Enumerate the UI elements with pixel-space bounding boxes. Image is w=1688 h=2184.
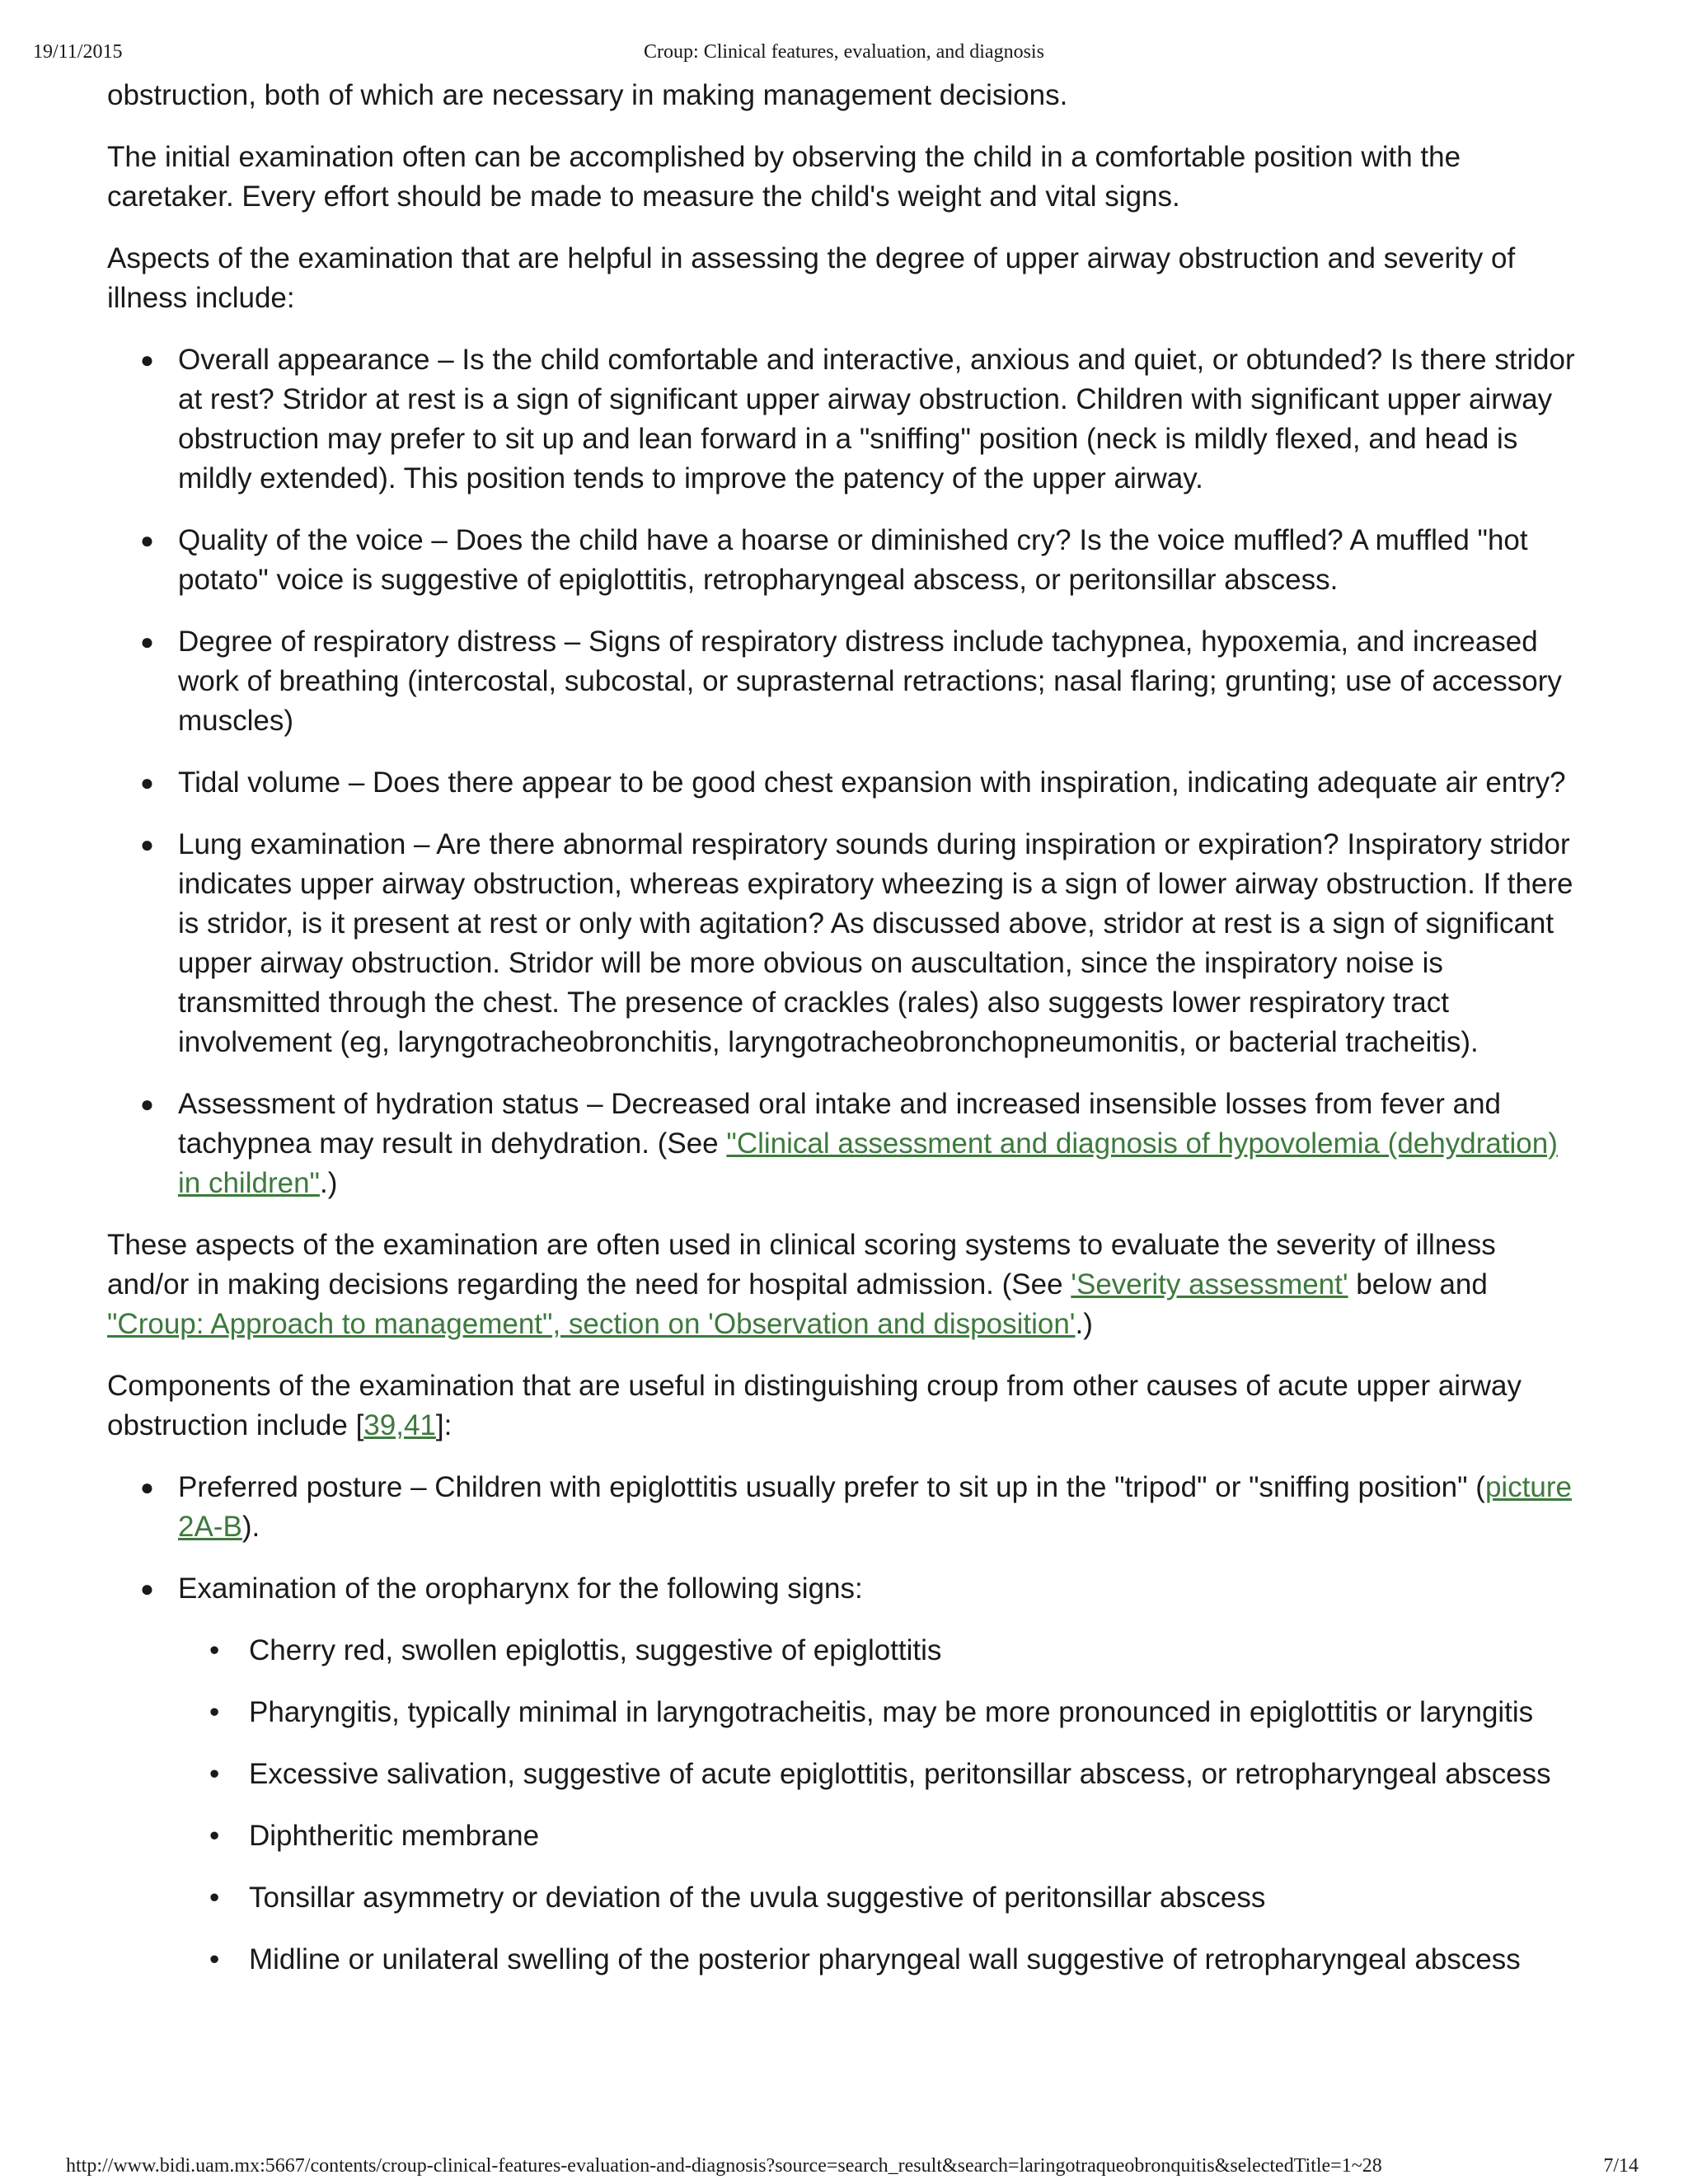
sub-list-item: • Diphtheritic membrane	[107, 1816, 1582, 1856]
hypovolemia-link[interactable]: "Clinical assessment and diagnosis of hypovolemia (dehydration) in children"	[178, 1127, 1558, 1199]
print-footer	[33, 2155, 1655, 2182]
list-item-text: .)	[319, 1167, 338, 1199]
list-item: ● Degree of respiratory distress – Signs of respiratory distress include tachypnea, hypoxemia, and increased work of breathing (intercostal, subcostal, or suprasternal retractions; nasal flaring; grunting; use of accessory muscles)	[107, 622, 1582, 741]
croup-management-link[interactable]: "Croup: Approach to management", section on 'Observation and disposition'	[107, 1308, 1076, 1340]
list-item-text: Examination of the oropharynx for the following signs:	[178, 1572, 863, 1605]
paragraph-text: These aspects of the examination are often used in clinical scoring systems to evaluate the severity of illness and/or in making decisions regarding the need for hospital admission. (See	[107, 1229, 1496, 1301]
list-item-text: Preferred posture – Children with epiglottitis usually prefer to sit up in the "tripod" or "sniffing position" (	[178, 1471, 1485, 1503]
print-date: 19/11/2015	[33, 41, 123, 63]
paragraph-text: Components of the examination that are useful in distinguishing croup from other causes of acute upper airway obstruction include [	[107, 1370, 1522, 1441]
sub-list-item: • Tonsillar asymmetry or deviation of the uvula suggestive of peritonsillar abscess	[107, 1878, 1582, 1918]
list-item	[107, 1468, 1582, 1547]
page-number: 7/14	[1603, 2155, 1639, 2177]
paragraph-text: below and	[1348, 1268, 1488, 1301]
list-item: ● Lung examination – Are there abnormal respiratory sounds during inspiration or expiration? Inspiratory stridor indicates upper airway obstruction, whereas expiratory wheezing is a sign of lower airway obstruction. If there is stridor, is it present at rest or only with agitation? As discussed above, stridor at rest is a sign of significant upper airway obstruction. Stridor will be more obvious on auscultation, since the inspiratory noise is transmitted through the chest. The presence of crackles (rales) also suggests lower respiratory tract involvement (eg, laryngotracheobronchitis, laryngotracheobronchopneumonitis, or bacterial tracheitis).	[107, 825, 1582, 1062]
list-item: ● Overall appearance – Is the child comfortable and interactive, anxious and quiet, or obtunded? Is there stridor at rest? Stridor at rest is a sign of significant upper airway obstruction. Children with significant upper airway obstruction may prefer to sit up and lean forward in a "sniffing" position (neck is mildly flexed, and head is mildly extended). This position tends to improve the patency of the upper airway.	[107, 340, 1582, 499]
list-item-text: ).	[241, 1511, 260, 1543]
article-body	[107, 76, 1582, 2002]
list-item: ● Quality of the voice – Does the child have a hoarse or diminished cry? Is the voice muffled? A muffled "hot potato" voice is suggestive of epiglottitis, retropharyngeal abscess, or peritonsillar abscess.	[107, 521, 1582, 600]
severity-aspects-list	[107, 340, 1582, 1203]
sub-list-item: • Pharyngitis, typically minimal in laryngotracheitis, may be more pronounced in epiglottitis or laryngitis	[107, 1693, 1582, 1732]
distinguishing-components-list	[107, 1468, 1582, 1980]
paragraph	[107, 1366, 1582, 1446]
picture-link[interactable]: picture 2A-B	[178, 1471, 1573, 1543]
list-item: ● Tidal volume – Does there appear to be good chest expansion with inspiration, indicating adequate air entry?	[107, 763, 1582, 803]
sub-list-item: • Midline or unilateral swelling of the posterior pharyngeal wall suggestive of retropharyngeal abscess	[107, 1940, 1582, 1980]
paragraph: Aspects of the examination that are helpful in assessing the degree of upper airway obstruction and severity of illness include:	[107, 242, 1516, 314]
print-header	[33, 41, 1655, 68]
page-url: http://www.bidi.uam.mx:5667/contents/croup-clinical-features-evaluation-and-diagnosis?source=search_result&search=laringotraqueobronquitis&selectedTitle=1~28	[66, 2155, 1382, 2177]
reference-link[interactable]: 39,41	[363, 1409, 436, 1441]
sub-list-item: • Excessive salivation, suggestive of acute epiglottitis, peritonsillar abscess, or retropharyngeal abscess	[107, 1755, 1582, 1794]
paragraph: obstruction, both of which are necessary in making management decisions.	[107, 79, 1068, 111]
list-item	[107, 1569, 1582, 1980]
paragraph-text: .)	[1075, 1308, 1093, 1340]
document-title: Croup: Clinical features, evaluation, and diagnosis	[644, 41, 1044, 63]
paragraph: The initial examination often can be accomplished by observing the child in a comfortable position with the caretaker. Every effort should be made to measure the child's weight and vital signs.	[107, 141, 1461, 213]
sub-list-item: • Cherry red, swollen epiglottis, suggestive of epiglottitis	[107, 1631, 1582, 1671]
paragraph	[107, 1226, 1582, 1344]
severity-assessment-link[interactable]: 'Severity assessment'	[1071, 1268, 1348, 1301]
oropharynx-signs-list	[178, 1631, 1582, 1980]
list-item-text: Assessment of hydration status – Decreased oral intake and increased insensible losses from fever and tachypnea may result in dehydration. (See	[178, 1088, 1502, 1160]
list-item	[107, 1085, 1582, 1203]
paragraph-text: ]:	[435, 1409, 452, 1441]
